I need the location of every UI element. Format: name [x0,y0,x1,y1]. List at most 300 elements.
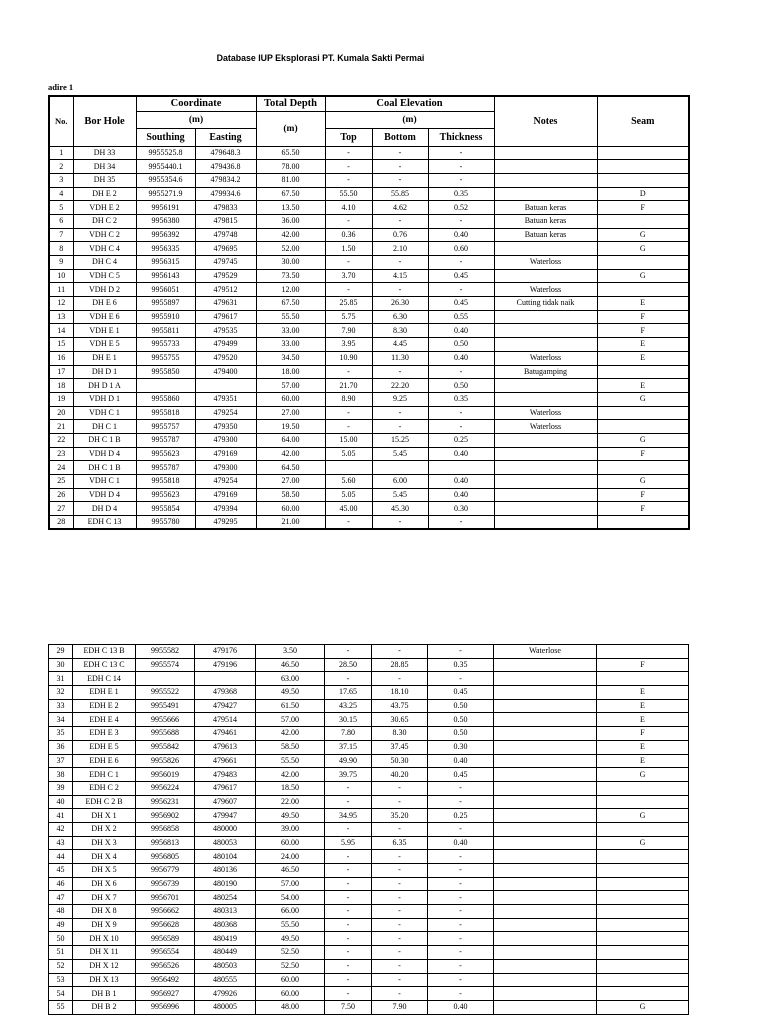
cell-notes [494,672,597,686]
cell-notes [494,699,597,713]
cell-seam [597,214,689,228]
cell-no: 43 [49,836,73,850]
cell-notes [494,932,597,946]
table-row [49,488,689,502]
header-no: No. [49,96,73,146]
cell-total-depth: 60.00 [256,987,325,1001]
cell-easting: 480313 [195,905,256,919]
cell-bottom: 6.35 [372,836,428,850]
cell-southing: 9955623 [136,447,195,461]
cell-no: 11 [49,283,73,297]
cell-southing: 9955850 [136,365,195,379]
cell-seam: G [597,475,689,489]
cell-notes: Cutting tidak naik [494,297,597,311]
cell-bor-hole: VDH C 2 [73,228,136,242]
cell-thickness: 0.35 [428,658,494,672]
cell-bottom: - [372,973,428,987]
cell-southing: 9956526 [136,959,195,973]
cell-top: - [325,516,372,530]
cell-top [325,461,372,475]
cell-bor-hole: DH X 2 [73,822,136,836]
cell-total-depth: 54.00 [256,891,325,905]
table-body-part-1 [49,146,689,529]
table-row [49,173,689,187]
cell-bottom: 55.85 [372,187,428,201]
header-southing: Southing [136,128,195,146]
table-row [49,461,689,475]
cell-easting: 480104 [195,850,256,864]
cell-southing: 9956805 [136,850,195,864]
table-row [49,768,689,782]
cell-southing: 9955688 [136,727,195,741]
cell-top: 0.36 [325,228,372,242]
cell-easting: 479661 [195,754,256,768]
cell-total-depth: 60.00 [256,973,325,987]
cell-no: 24 [49,461,73,475]
cell-southing: 9956492 [136,973,195,987]
cell-bor-hole: DH C 2 [73,214,136,228]
cell-bor-hole: DH X 11 [73,946,136,960]
cell-top: 7.90 [325,324,372,338]
cell-no: 7 [49,228,73,242]
cell-bottom: - [372,283,428,297]
table-row [49,201,689,215]
header-top: Top [325,128,372,146]
header-coordinate-unit: (m) [136,111,256,128]
cell-thickness: 0.30 [428,502,494,516]
cell-bottom: 8.30 [372,324,428,338]
cell-no: 35 [49,727,73,741]
cell-bor-hole: DH 33 [73,146,136,160]
table-row [49,392,689,406]
cell-bor-hole: VDH D 4 [73,447,136,461]
cell-top: 1.50 [325,242,372,256]
table-row [49,420,689,434]
cell-seam: E [597,338,689,352]
cell-total-depth: 52.50 [256,946,325,960]
cell-seam: G [597,768,689,782]
cell-total-depth: 64.00 [256,433,325,447]
cell-notes: Batugamping [494,365,597,379]
cell-easting: 479631 [195,297,256,311]
header-seam: Seam [597,96,689,146]
cell-bor-hole: DH E 6 [73,297,136,311]
cell-bor-hole: DH X 10 [73,932,136,946]
table-row [49,447,689,461]
cell-southing: 9956779 [136,864,195,878]
table-row [49,973,689,987]
cell-total-depth: 64.50 [256,461,325,475]
cell-thickness: 0.25 [428,433,494,447]
cell-bottom: 7.90 [372,1000,428,1014]
cell-easting: 479483 [195,768,256,782]
table-row [49,365,689,379]
cell-seam [597,256,689,270]
cell-bor-hole: EDH E 5 [73,740,136,754]
cell-total-depth: 42.00 [256,768,325,782]
cell-bor-hole: DH D 1 [73,365,136,379]
cell-thickness: - [428,160,494,174]
cell-easting: 480053 [195,836,256,850]
cell-bor-hole: EDH C 2 B [73,795,136,809]
cell-total-depth: 61.50 [256,699,325,713]
cell-seam: G [597,228,689,242]
cell-top: - [325,146,372,160]
cell-no: 22 [49,433,73,447]
table-row [49,850,689,864]
cell-seam [597,891,689,905]
cell-seam [597,877,689,891]
cell-total-depth: 18.50 [256,781,325,795]
cell-southing: 9955842 [136,740,195,754]
cell-bottom: 2.10 [372,242,428,256]
cell-no: 5 [49,201,73,215]
cell-no: 32 [49,686,73,700]
cell-southing: 9956231 [136,795,195,809]
cell-bottom: 18.10 [372,686,428,700]
cell-easting: 479254 [195,406,256,420]
cell-bottom: - [372,173,428,187]
cell-top: - [325,781,372,795]
cell-no: 55 [49,1000,73,1014]
cell-top: 49.90 [325,754,372,768]
cell-bor-hole: DH X 8 [73,905,136,919]
cell-easting: 479815 [195,214,256,228]
cell-thickness: 0.50 [428,713,494,727]
cell-easting: 480136 [195,864,256,878]
cell-easting: 479613 [195,740,256,754]
cell-total-depth: 27.00 [256,406,325,420]
cell-top: - [325,822,372,836]
cell-easting: 479934.6 [195,187,256,201]
cell-top: - [325,160,372,174]
cell-seam: E [597,740,689,754]
cell-southing: 9956701 [136,891,195,905]
cell-top: 34.95 [325,809,372,823]
cell-bottom: - [372,932,428,946]
cell-notes [494,768,597,782]
cell-notes [494,740,597,754]
cell-total-depth: 60.00 [256,392,325,406]
table-row [49,822,689,836]
table-row [49,727,689,741]
cell-notes [494,891,597,905]
cell-easting: 479169 [195,447,256,461]
cell-southing: 9956380 [136,214,195,228]
cell-southing: 9956392 [136,228,195,242]
cell-southing: 9955826 [136,754,195,768]
cell-no: 49 [49,918,73,932]
cell-easting: 479254 [195,475,256,489]
cell-top: 37.15 [325,740,372,754]
cell-seam: D [597,187,689,201]
cell-total-depth: 18.00 [256,365,325,379]
table-row [49,433,689,447]
cell-notes: Batuan keras [494,228,597,242]
header-row-1 [49,96,689,111]
cell-bor-hole: EDH E 1 [73,686,136,700]
cell-top: - [325,987,372,1001]
header-thickness: Thickness [428,128,494,146]
cell-southing: 9955440.1 [136,160,195,174]
cell-bottom: 8.30 [372,727,428,741]
cell-seam [597,822,689,836]
cell-bottom: 11.30 [372,351,428,365]
cell-southing: 9955271.9 [136,187,195,201]
cell-top: 28.50 [325,658,372,672]
cell-notes [494,447,597,461]
cell-total-depth: 55.50 [256,310,325,324]
cell-thickness: 0.55 [428,310,494,324]
cell-seam: E [597,297,689,311]
cell-top: 30.15 [325,713,372,727]
cell-thickness: - [428,406,494,420]
cell-top: - [325,850,372,864]
header-bor-hole: Bor Hole [73,96,136,146]
table-row [49,283,689,297]
cell-bor-hole: DH C 1 B [73,461,136,475]
cell-bottom: - [372,672,428,686]
cell-total-depth: 78.00 [256,160,325,174]
cell-total-depth: 73.50 [256,269,325,283]
cell-thickness: 0.40 [428,351,494,365]
cell-bottom: 0.76 [372,228,428,242]
cell-notes [494,392,597,406]
cell-seam [597,932,689,946]
cell-no: 47 [49,891,73,905]
cell-thickness: 0.45 [428,768,494,782]
cell-notes [494,795,597,809]
cell-easting: 479529 [195,269,256,283]
cell-easting: 480190 [195,877,256,891]
borehole-table-part-1 [48,95,690,530]
cell-top: 43.25 [325,699,372,713]
cell-no: 15 [49,338,73,352]
cell-no: 3 [49,173,73,187]
cell-thickness: - [428,864,494,878]
table-row [49,918,689,932]
cell-seam [597,146,689,160]
cell-easting: 479499 [195,338,256,352]
cell-top: 5.05 [325,447,372,461]
cell-bor-hole: EDH C 1 [73,768,136,782]
cell-bor-hole: DH X 13 [73,973,136,987]
header-total-depth-unit: (m) [256,111,325,146]
cell-thickness: - [428,987,494,1001]
cell-bottom: - [372,365,428,379]
cell-notes [494,987,597,1001]
cell-easting: 479351 [195,392,256,406]
cell-no: 44 [49,850,73,864]
cell-southing: 9956051 [136,283,195,297]
cell-bor-hole: DH X 4 [73,850,136,864]
table-row [49,1000,689,1014]
cell-seam [597,959,689,973]
cell-southing: 9955897 [136,297,195,311]
cell-bottom: 4.62 [372,201,428,215]
cell-southing [136,672,195,686]
cell-no: 31 [49,672,73,686]
cell-bor-hole: DH X 9 [73,918,136,932]
cell-no: 12 [49,297,73,311]
cell-bottom: - [372,160,428,174]
header-coal-elevation-unit: (m) [325,111,494,128]
cell-top: 39.75 [325,768,372,782]
cell-total-depth: 42.00 [256,447,325,461]
cell-bor-hole: VDH D 4 [73,488,136,502]
cell-total-depth: 49.50 [256,809,325,823]
header-notes: Notes [494,96,597,146]
cell-notes: Waterloss [494,351,597,365]
cell-thickness: - [428,516,494,530]
cell-total-depth: 67.50 [256,187,325,201]
cell-bottom: - [372,214,428,228]
header-total-depth: Total Depth [256,96,325,111]
cell-easting: 479834.2 [195,173,256,187]
cell-total-depth: 60.00 [256,836,325,850]
cell-top: - [325,932,372,946]
cell-southing: 9956902 [136,809,195,823]
cell-notes [494,1000,597,1014]
cell-no: 42 [49,822,73,836]
cell-top: - [325,420,372,434]
cell-southing: 9956589 [136,932,195,946]
cell-thickness: 0.50 [428,727,494,741]
cell-notes [494,488,597,502]
table-row [49,338,689,352]
cell-bottom: - [372,987,428,1001]
cell-total-depth: 36.00 [256,214,325,228]
cell-notes [494,850,597,864]
table-row [49,324,689,338]
table-row [49,228,689,242]
cell-total-depth: 3.50 [256,645,325,659]
cell-thickness: - [428,932,494,946]
cell-bottom: - [372,645,428,659]
cell-total-depth: 52.00 [256,242,325,256]
cell-easting: 479427 [195,699,256,713]
cell-southing: 9956996 [136,1000,195,1014]
cell-bottom: 28.85 [372,658,428,672]
cell-bor-hole: DH E 1 [73,351,136,365]
cell-bottom: - [372,822,428,836]
cell-easting: 479648.3 [195,146,256,160]
cell-bor-hole: VDH E 5 [73,338,136,352]
cell-no: 48 [49,905,73,919]
cell-notes [494,516,597,530]
cell-bor-hole: DH X 3 [73,836,136,850]
cell-top: 7.50 [325,1000,372,1014]
cell-bottom: 15.25 [372,433,428,447]
cell-total-depth: 46.50 [256,864,325,878]
cell-southing: 9955574 [136,658,195,672]
cell-notes [494,905,597,919]
cell-notes: Waterloss [494,406,597,420]
cell-total-depth: 66.00 [256,905,325,919]
cell-bor-hole: VDH C 5 [73,269,136,283]
cell-bottom: 50.30 [372,754,428,768]
cell-thickness: - [428,918,494,932]
table-row [49,987,689,1001]
cell-bor-hole: DH B 1 [73,987,136,1001]
cell-bor-hole: DH E 2 [73,187,136,201]
cell-no: 37 [49,754,73,768]
cell-southing: 9955854 [136,502,195,516]
table-row [49,891,689,905]
cell-seam: G [597,809,689,823]
cell-top: 21.70 [325,379,372,393]
cell-southing: 9955860 [136,392,195,406]
cell-bor-hole: DH X 7 [73,891,136,905]
cell-southing: 9956143 [136,269,195,283]
cell-easting: 479745 [195,256,256,270]
table-row [49,160,689,174]
cell-bor-hole: EDH C 2 [73,781,136,795]
cell-total-depth: 60.00 [256,502,325,516]
cell-total-depth: 49.50 [256,932,325,946]
header-coal-elevation: Coal Elevation [325,96,494,111]
cell-seam [597,406,689,420]
cell-southing: 9955787 [136,461,195,475]
cell-seam [597,160,689,174]
table-row [49,256,689,270]
cell-easting: 479394 [195,502,256,516]
cell-notes [494,324,597,338]
cell-southing: 9955354.6 [136,173,195,187]
cell-southing: 9955757 [136,420,195,434]
cell-top: 15.00 [325,433,372,447]
cell-top: - [325,406,372,420]
cell-seam [597,973,689,987]
table-row [49,781,689,795]
cell-seam [597,864,689,878]
cell-top: - [325,256,372,270]
cell-top: - [325,973,372,987]
cell-easting: 479169 [195,488,256,502]
table-row [49,146,689,160]
cell-easting [195,672,256,686]
cell-easting: 479607 [195,795,256,809]
cell-notes [494,864,597,878]
cell-top: - [325,283,372,297]
cell-thickness: - [428,959,494,973]
cell-thickness: - [428,256,494,270]
cell-seam: F [597,324,689,338]
cell-thickness: 0.40 [428,836,494,850]
cell-notes [494,727,597,741]
cell-easting: 479617 [195,310,256,324]
cell-no: 1 [49,146,73,160]
cell-top: 10.90 [325,351,372,365]
cell-southing: 9956335 [136,242,195,256]
cell-bottom: - [372,946,428,960]
cell-top: - [325,795,372,809]
cell-total-depth: 63.00 [256,672,325,686]
cell-no: 10 [49,269,73,283]
cell-bottom: - [372,256,428,270]
table-row [49,351,689,365]
cell-top: 55.50 [325,187,372,201]
cell-thickness: - [428,850,494,864]
cell-notes [494,836,597,850]
cell-easting: 479461 [195,727,256,741]
cell-top: 7.80 [325,727,372,741]
cell-easting: 479300 [195,461,256,475]
cell-southing: 9955811 [136,324,195,338]
cell-total-depth: 34.50 [256,351,325,365]
cell-southing: 9955666 [136,713,195,727]
cell-easting: 479176 [195,645,256,659]
